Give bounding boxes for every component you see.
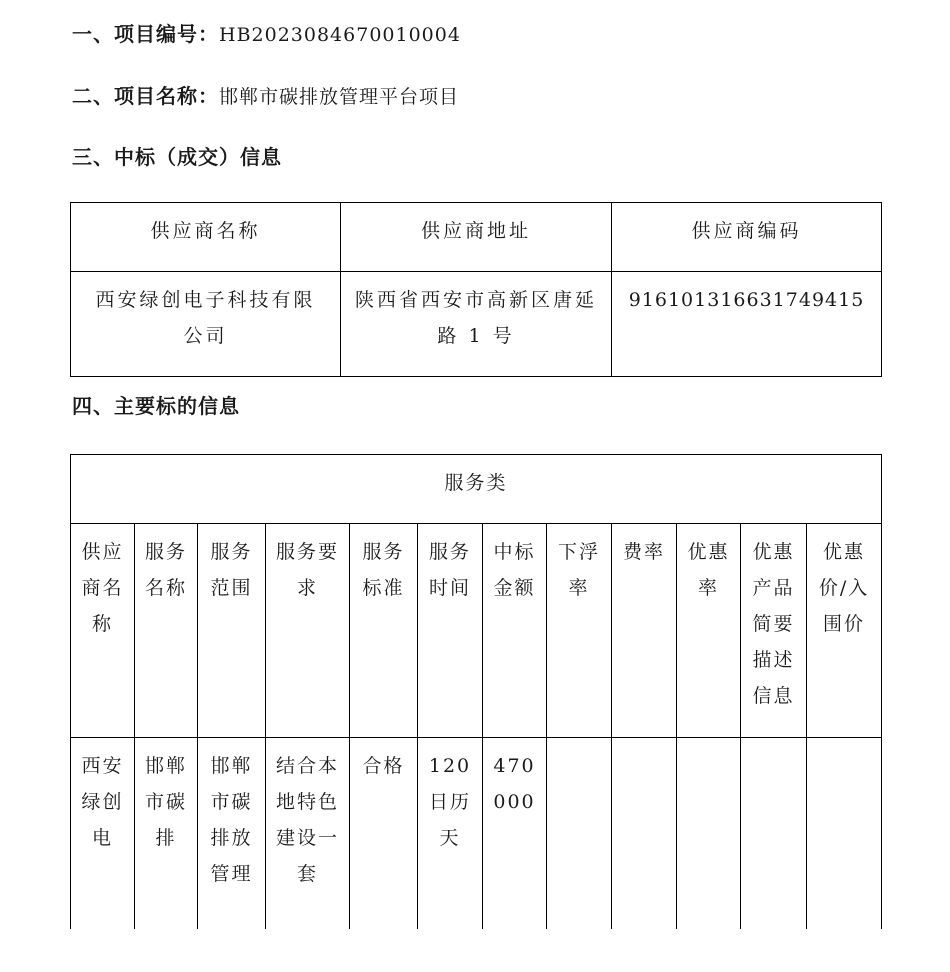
service-header-row bbox=[71, 524, 882, 738]
award-info-heading bbox=[72, 143, 282, 171]
project-number-line bbox=[72, 20, 461, 49]
cell-service-time: 120日历天 bbox=[418, 738, 483, 968]
supplier-header-row bbox=[71, 203, 882, 272]
header-preferential-product-description: 优惠产品简要描述信息 bbox=[741, 524, 807, 738]
supplier-data-row bbox=[71, 272, 882, 377]
cell-supplier-address: 陕西省西安市高新区唐延路 1 号 bbox=[341, 272, 612, 377]
cell-service-standard: 合格 bbox=[350, 738, 418, 968]
page-cutoff-mask bbox=[0, 929, 950, 972]
header-service-requirement: 服务要求 bbox=[266, 524, 350, 738]
header-discount-rate: 下浮率 bbox=[547, 524, 612, 738]
cell-service-requirement: 结合本地特色建设一套 bbox=[266, 738, 350, 968]
project-number-value: HB2023084670010004 bbox=[219, 24, 461, 46]
cell-award-amount: 470000 bbox=[483, 738, 547, 968]
header-service-standard: 服务标准 bbox=[350, 524, 418, 738]
main-subject-label: 四、主要标的信息 bbox=[72, 394, 240, 418]
header-service-name: 服务名称 bbox=[135, 524, 198, 738]
service-table bbox=[70, 454, 882, 968]
service-category-title: 服务类 bbox=[71, 455, 882, 524]
header-supplier-name: 供应商名称 bbox=[71, 524, 135, 738]
header-service-scope: 服务范围 bbox=[198, 524, 266, 738]
project-name-label: 二、项目名称： bbox=[72, 84, 219, 108]
cell-supplier-code: 916101316631749415 bbox=[612, 272, 882, 377]
header-supplier-code: 供应商编码 bbox=[612, 203, 882, 272]
header-service-time: 服务时间 bbox=[418, 524, 483, 738]
main-subject-heading bbox=[72, 392, 240, 420]
header-award-amount: 中标金额 bbox=[483, 524, 547, 738]
award-info-label: 三、中标（成交）信息 bbox=[72, 145, 282, 169]
header-fee-rate: 费率 bbox=[612, 524, 677, 738]
project-number-label: 一、项目编号： bbox=[72, 22, 219, 46]
cell-supplier-name: 西安绿创电 bbox=[71, 738, 135, 968]
cell-supplier-name: 西安绿创电子科技有限公司 bbox=[71, 272, 341, 377]
project-name-line bbox=[72, 82, 459, 111]
header-preferential-rate: 优惠率 bbox=[677, 524, 741, 738]
project-name-value: 邯郸市碳排放管理平台项目 bbox=[219, 86, 460, 108]
category-row bbox=[71, 455, 882, 524]
header-preferential-price: 优惠价/入围价 bbox=[807, 524, 882, 738]
cell-service-name: 邯郸市碳排 bbox=[135, 738, 198, 968]
supplier-table bbox=[70, 202, 882, 377]
header-supplier-name: 供应商名称 bbox=[71, 203, 341, 272]
cell-service-scope: 邯郸市碳排放管理 bbox=[198, 738, 266, 968]
header-supplier-address: 供应商地址 bbox=[341, 203, 612, 272]
